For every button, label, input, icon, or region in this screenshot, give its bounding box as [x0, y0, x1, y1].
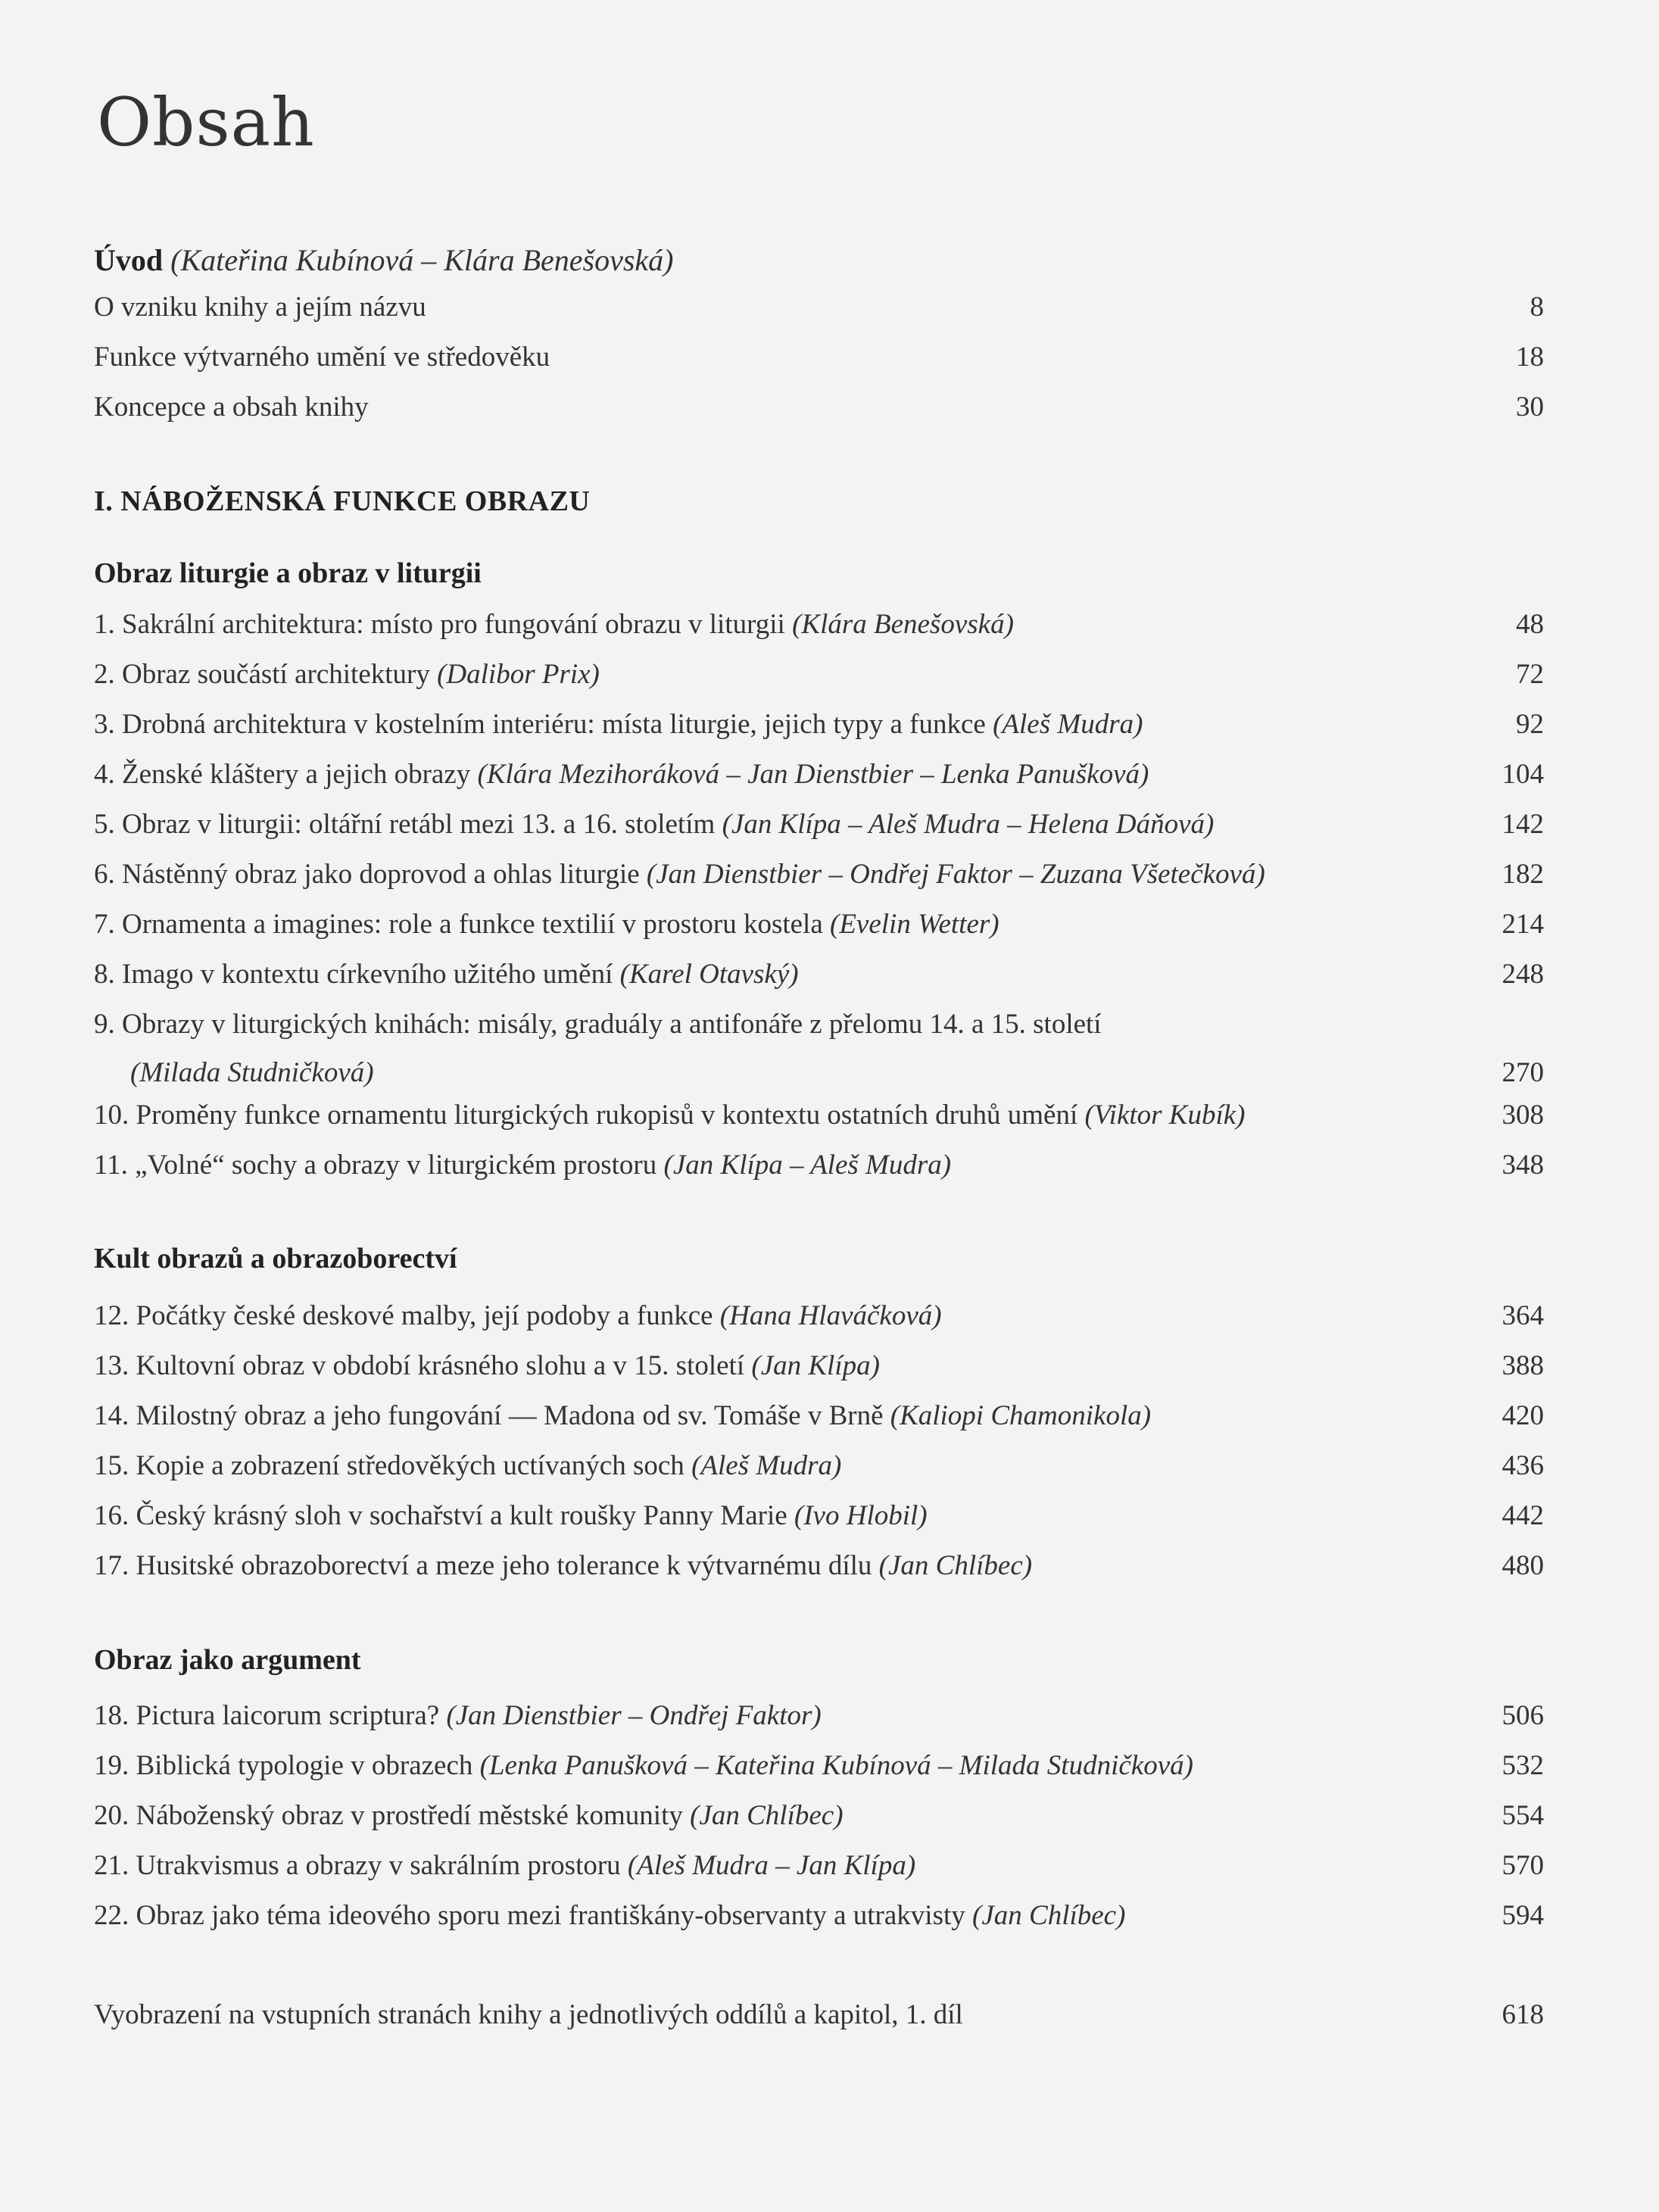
- entry-page: 214: [1502, 909, 1544, 940]
- entry-author: (Dalibor Prix): [437, 659, 600, 690]
- entry-author: (Ivo Hlobil): [794, 1500, 928, 1531]
- entry-title: 12. Počátky české deskové malby, její podoby a funkce (Hana Hlaváčková): [94, 1300, 942, 1331]
- entry-author: (Klára Mezihoráková – Jan Dienstbier – Lenka Panušková): [477, 759, 1149, 790]
- entry-page: 570: [1502, 1850, 1544, 1881]
- entry-page: 182: [1502, 859, 1544, 890]
- section-heading: Obraz jako argument: [94, 1644, 361, 1676]
- entry-title: 16. Český krásný sloh v sochařství a kult roušky Panny Marie (Ivo Hlobil): [94, 1500, 928, 1531]
- entry-author: (Kaliopi Chamonikola): [890, 1400, 1152, 1431]
- entry-author: (Jan Klípa): [751, 1350, 880, 1381]
- entry-title: 17. Husitské obrazoborectví a meze jeho tolerance k výtvarnému dílu (Jan Chlíbec): [94, 1550, 1033, 1581]
- toc-entry: [94, 386, 1544, 429]
- entry-page: 532: [1502, 1750, 1544, 1781]
- toc-entry: [94, 336, 1544, 379]
- toc-entry: [94, 1845, 1544, 1887]
- entry-page: 506: [1502, 1700, 1544, 1731]
- entry-title: 7. Ornamenta a imagines: role a funkce textilií v prostoru kostela (Evelin Wetter): [94, 909, 999, 940]
- entry-author: (Hana Hlaváčková): [719, 1300, 942, 1331]
- entry-page: 8: [1530, 292, 1544, 323]
- entry-title: 2. Obraz součástí architektury (Dalibor Prix): [94, 659, 600, 690]
- entry-page: 30: [1516, 392, 1544, 423]
- footer-text: Vyobrazení na vstupních stranách knihy a jednotlivých oddílů a kapitol, 1. díl: [94, 1999, 963, 2030]
- entry-author: (Karel Otavský): [619, 959, 799, 990]
- entry-author: (Jan Dienstbier – Ondřej Faktor – Zuzana Všetečková): [646, 859, 1265, 890]
- entry-page: 364: [1502, 1300, 1544, 1331]
- entry-title: 6. Nástěnný obraz jako doprovod a ohlas liturgie (Jan Dienstbier – Ondřej Faktor – Zuzana Všetečková): [94, 859, 1265, 890]
- entry-title: 14. Milostný obraz a jeho fungování — Madona od sv. Tomáše v Brně (Kaliopi Chamonikola): [94, 1400, 1152, 1431]
- entry-page: 480: [1502, 1550, 1544, 1581]
- entry-page: 308: [1502, 1100, 1544, 1131]
- toc-entry: [94, 1094, 1544, 1137]
- entry-author: (Viktor Kubík): [1084, 1100, 1246, 1131]
- entry-title: 20. Náboženský obraz v prostředí městské komunity (Jan Chlíbec): [94, 1800, 844, 1831]
- intro-heading: [94, 242, 674, 278]
- entry-title: O vzniku knihy a jejím názvu: [94, 292, 426, 323]
- toc-entry: [94, 1745, 1544, 1787]
- entry-title: 9. Obrazy v liturgických knihách: misály, graduály a antifonáře z přelomu 14. a 15. století: [94, 1009, 1102, 1040]
- entry-author: (Jan Chlíbec): [690, 1800, 844, 1831]
- toc-entry: [94, 1545, 1544, 1587]
- entry-title: 15. Kopie a zobrazení středověkých uctívaných soch (Aleš Mudra): [94, 1450, 842, 1481]
- entry-author: (Aleš Mudra): [993, 709, 1143, 740]
- page-title: Obsah: [97, 83, 315, 161]
- toc-entry: [94, 1295, 1544, 1337]
- entry-page: 104: [1502, 759, 1544, 790]
- entry-title: 1. Sakrální architektura: místo pro fungování obrazu v liturgii (Klára Benešovská): [94, 609, 1014, 640]
- entry-page: 594: [1502, 1900, 1544, 1931]
- entry-page: 348: [1502, 1150, 1544, 1181]
- entry-page: 18: [1516, 342, 1544, 373]
- entry-title: 10. Proměny funkce ornamentu liturgických rukopisů v kontextu ostatních druhů umění (Viktor Kubík): [94, 1100, 1246, 1131]
- entry-author: (Jan Klípa – Aleš Mudra): [663, 1150, 952, 1181]
- entry-page: 248: [1502, 959, 1544, 990]
- entry-title: 19. Biblická typologie v obrazech (Lenka Panušková – Kateřina Kubínová – Milada Studničková): [94, 1750, 1193, 1781]
- toc-entry: [94, 753, 1544, 796]
- entry-title: 21. Utrakvismus a obrazy v sakrálním prostoru (Aleš Mudra – Jan Klípa): [94, 1850, 916, 1881]
- entry-page: 388: [1502, 1350, 1544, 1381]
- entry-page: 142: [1502, 809, 1544, 840]
- toc-entry: [94, 1445, 1544, 1487]
- toc-entry: [94, 1395, 1544, 1437]
- entry-author: (Aleš Mudra): [691, 1450, 842, 1481]
- section-heading: Kult obrazů a obrazoborectví: [94, 1243, 457, 1274]
- entry-title: 8. Imago v kontextu církevního užitého umění (Karel Otavský): [94, 959, 799, 990]
- entry-title: 18. Pictura laicorum scriptura? (Jan Dienstbier – Ondřej Faktor): [94, 1700, 822, 1731]
- entry-page: 554: [1502, 1800, 1544, 1831]
- entry-title: 22. Obraz jako téma ideového sporu mezi františkány-observanty a utrakvisty (Jan Chlíbec): [94, 1900, 1126, 1931]
- entry-title: 3. Drobná architektura v kostelním interiéru: místa liturgie, jejich typy a funkce (Aleš Mudra): [94, 709, 1143, 740]
- entry-title: Koncepce a obsah knihy: [94, 392, 369, 423]
- toc-entry: [94, 1795, 1544, 1837]
- toc-entry: [94, 1695, 1544, 1737]
- footer-page: 618: [1502, 1999, 1544, 2030]
- entry-title: Funkce výtvarného umění ve středověku: [94, 342, 550, 373]
- intro-label: Úvod: [94, 243, 164, 277]
- toc-entry: [94, 1495, 1544, 1537]
- toc-entry: [94, 704, 1544, 746]
- toc-entry: [94, 1003, 1544, 1094]
- entry-title: 13. Kultovní obraz v období krásného slohu a v 15. století (Jan Klípa): [94, 1350, 880, 1381]
- toc-entry: [94, 604, 1544, 646]
- toc-entry: [94, 853, 1544, 896]
- section-heading: Obraz liturgie a obraz v liturgii: [94, 557, 482, 589]
- toc-entry: [94, 1144, 1544, 1187]
- toc-entry: [94, 286, 1544, 329]
- entry-page: 72: [1516, 659, 1544, 690]
- toc-entry: [94, 654, 1544, 696]
- entry-page: 48: [1516, 609, 1544, 640]
- entry-author: (Aleš Mudra – Jan Klípa): [627, 1850, 916, 1881]
- entry-page: 92: [1516, 709, 1544, 740]
- entry-title: 5. Obraz v liturgii: oltářní retábl mezi 13. a 16. stoletím (Jan Klípa – Aleš Mudra – Helena Dáňová): [94, 809, 1215, 840]
- entry-title: 4. Ženské kláštery a jejich obrazy (Klára Mezihoráková – Jan Dienstbier – Lenka Panušková): [94, 759, 1149, 790]
- toc-entry: [94, 953, 1544, 996]
- entry-page: 442: [1502, 1500, 1544, 1531]
- entry-page: 420: [1502, 1400, 1544, 1431]
- entry-author: (Jan Chlíbec): [878, 1550, 1033, 1581]
- intro-authors: (Kateřina Kubínová – Klára Benešovská): [170, 243, 674, 277]
- entry-page: 436: [1502, 1450, 1544, 1481]
- entry-author: (Klára Benešovská): [792, 609, 1014, 640]
- entry-author: (Jan Chlíbec): [972, 1900, 1126, 1931]
- toc-entry: [94, 903, 1544, 946]
- entry-author: (Lenka Panušková – Kateřina Kubínová – Milada Studničková): [479, 1750, 1193, 1781]
- footer-entry: [94, 1994, 1544, 2036]
- entry-page: 270: [1502, 1057, 1544, 1088]
- toc-entry: [94, 1345, 1544, 1387]
- entry-author: (Jan Klípa – Aleš Mudra – Helena Dáňová): [722, 809, 1215, 840]
- entry-title: 11. „Volné“ sochy a obrazy v liturgickém prostoru (Jan Klípa – Aleš Mudra): [94, 1150, 952, 1181]
- entry-author: (Jan Dienstbier – Ondřej Faktor): [446, 1700, 822, 1731]
- toc-entry: [94, 1895, 1544, 1937]
- entry-author: (Milada Studničková): [130, 1057, 374, 1088]
- toc-entry: [94, 803, 1544, 846]
- entry-author: (Evelin Wetter): [830, 909, 999, 940]
- part-heading: I. NÁBOŽENSKÁ FUNKCE OBRAZU: [94, 485, 591, 517]
